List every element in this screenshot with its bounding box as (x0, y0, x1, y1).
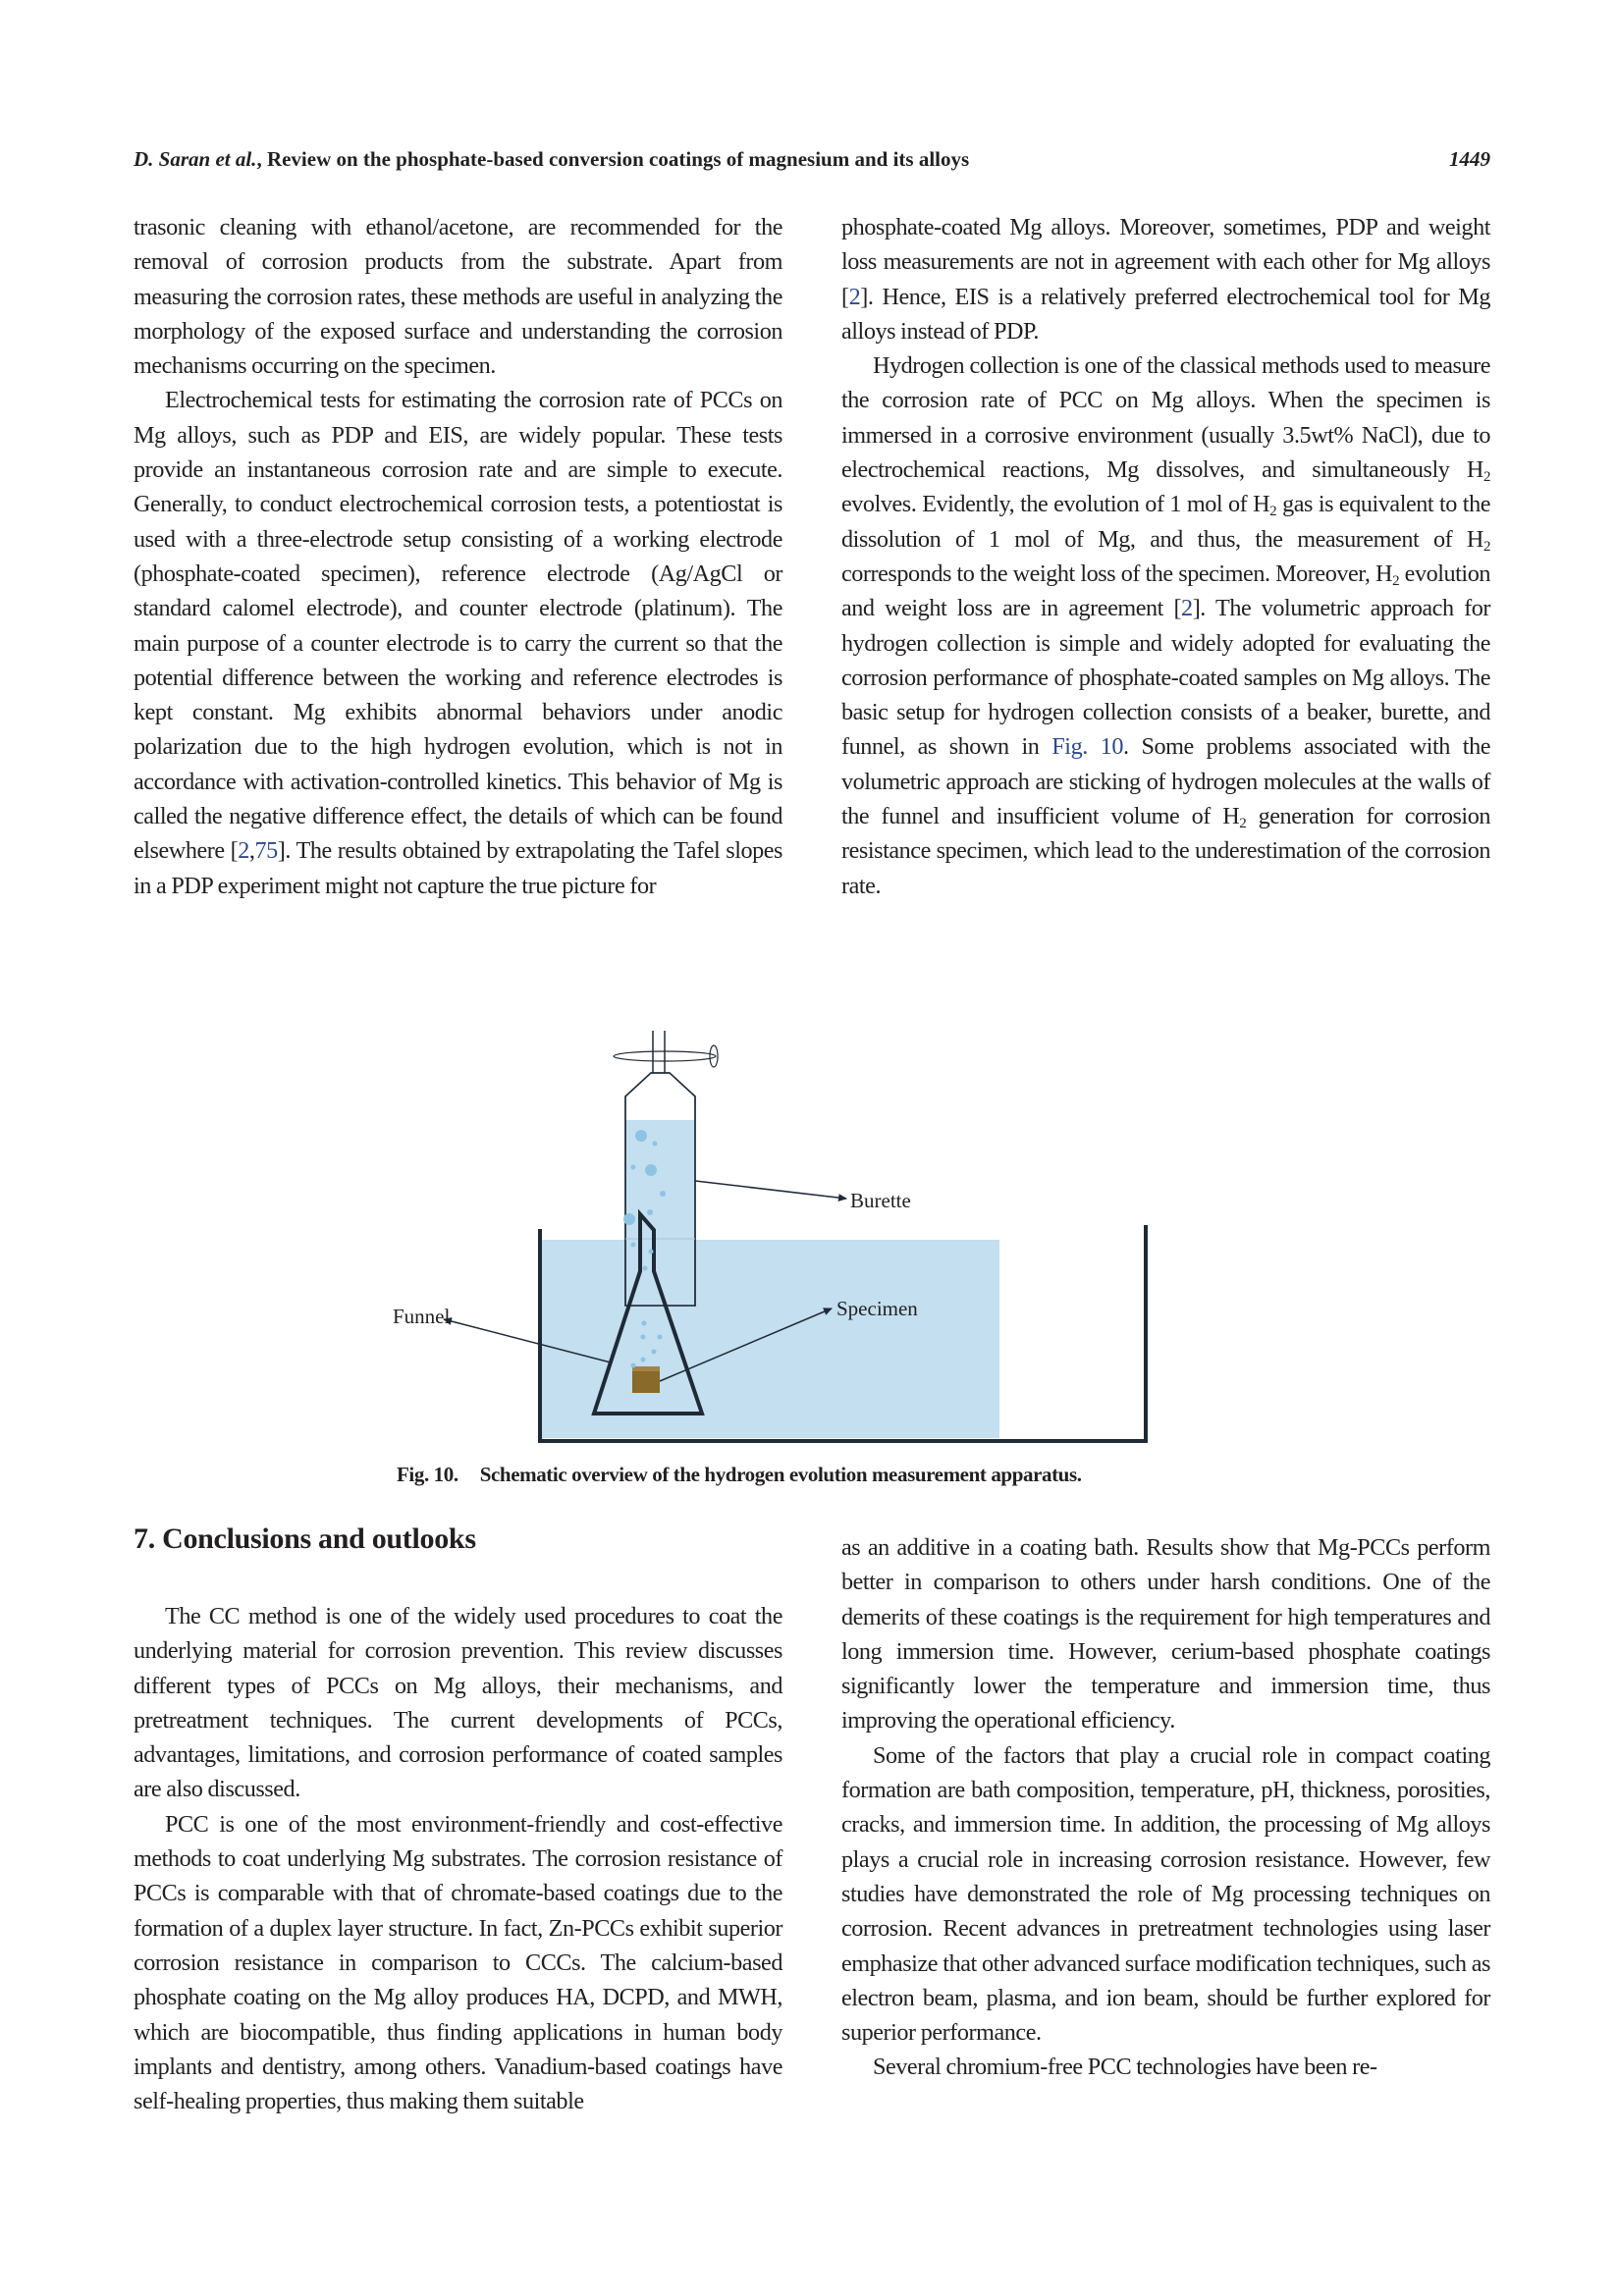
paragraph-text: gas is equivalent to the dissolution of 1 mol of Mg, and thus, the measurement of H (841, 491, 1491, 553)
paragraph-text: Hydrogen collection is one of the classical methods used to measure the corrosion rate of PCC on Mg alloys. When the specimen is immersed in a corrosive environment (usually 3.5wt% NaCl), due to electrochemical reactions, Mg dissolves, and simultaneously H (841, 352, 1490, 484)
specimen-top (632, 1366, 660, 1371)
figure-number: Fig. 10. (397, 1463, 458, 1486)
bubble (631, 1165, 636, 1170)
subscript: 2 (1482, 469, 1490, 486)
figure-link[interactable]: Fig. 10 (1051, 733, 1123, 761)
paragraph-text: ]. Hence, EIS is a relatively preferred electrochemical tool for Mg alloys instead of PDP. (841, 283, 1490, 345)
paragraph-text: Electrochemical tests for estimating the corrosion rate of PCCs on Mg alloys, such as PDP and EIS, are widely popular. These tests provide an instantaneous corrosion rate and are simple to execute. Generally, to conduct electrochemical corrosion tests, a potentiostat is used with a three-electrode setup consisting of a working electrode (phosphate-coated specimen), reference electrode (Ag/AgCl or standard calomel electrode), and counter electrode (platinum). The main purpose of a counter electrode is to carry the current so that the potential difference between the working and reference electrodes is kept constant. Mg exhibits abnormal behaviors under anodic polarization due to the high hydrogen evolution, which is not in accordance with activation-controlled kinetics. This behavior of Mg is called the negative difference effect, the details of which can be found elsewhere [ (134, 387, 782, 865)
paragraph: as an additive in a coating bath. Results show that Mg-PCCs perform better in comparison to others under harsh conditions. One of the demerits of these coatings is the requirement for high temperatures and long immersion time. However, cerium-based phosphate coatings significantly lower the temperature and immersion time, thus improving the operational efficiency. (841, 1534, 1490, 1735)
stopcock-handle (710, 1045, 718, 1067)
bubble (641, 1335, 646, 1340)
paragraph-text: evolves. Evidently, the evolution of 1 mol of H (841, 491, 1270, 518)
label-specimen: Specimen (836, 1297, 918, 1320)
subscript: 2 (1239, 816, 1247, 832)
running-header (134, 147, 1490, 181)
paragraph-text: evolution and weight loss are in agreement [ (841, 560, 1490, 622)
bubble (649, 1250, 654, 1255)
bubble (652, 1350, 657, 1355)
bubble (645, 1164, 657, 1176)
paragraph (134, 383, 782, 902)
bubble (647, 1209, 653, 1215)
citation-link[interactable]: 75 (254, 837, 278, 865)
bubble (643, 1266, 648, 1271)
header-authors: D. Saran et al. (134, 147, 257, 171)
subscript: 2 (1269, 504, 1277, 520)
apparatus-diagram (393, 1021, 1237, 1453)
citation-link[interactable]: 2 (848, 283, 861, 310)
bubble (623, 1213, 635, 1225)
figure-caption (397, 1463, 1082, 1487)
column-right-top (841, 210, 1490, 903)
bubble (653, 1142, 658, 1147)
bubble (641, 1358, 646, 1362)
paragraph: trasonic cleaning with ethanol/acetone, are recommended for the removal of corrosion products from the substrate. Apart from measuring the corrosion rates, these methods are useful in analyzing the morphology of the exposed surface and understanding the corrosion mechanisms occurring on the specimen. (134, 214, 782, 380)
bubble (631, 1243, 636, 1248)
paragraph (841, 210, 1490, 348)
column-left-top (134, 210, 782, 903)
bubble (631, 1363, 636, 1368)
column-right-bottom (841, 1530, 1490, 2085)
paragraph: Several chromium-free PCC technologies have been re- (873, 2054, 1377, 2081)
bubble (635, 1130, 647, 1142)
column-left-bottom (134, 1599, 782, 2118)
beaker-water (754, 1240, 999, 1438)
page-number: 1449 (1449, 147, 1490, 171)
citation-link[interactable]: 2 (1181, 595, 1193, 622)
figure-hydrogen-apparatus (393, 1021, 1237, 1453)
paragraph-text: corresponds to the weight loss of the specimen. Moreover, H (841, 560, 1393, 587)
paragraph-text: generation for corrosion resistance specimen, which lead to the underestimation of the corrosion rate. (841, 803, 1490, 899)
header-title: , Review on the phosphate-based conversion coatings of magnesium and its alloys (256, 147, 970, 171)
citation-link[interactable]: 2 (238, 837, 249, 865)
paragraph: The CC method is one of the widely used procedures to coat the underlying material for corrosion prevention. This review discusses different types of PCCs on Mg alloys, their mechanisms, and pretreatment techniques. The current developments of PCCs, advantages, limitations, and corrosion performance of coated samples are also discussed. (134, 1603, 782, 1803)
paragraph: Some of the factors that play a crucial role in compact coating formation are bath composition, temperature, pH, thickness, porosities, cracks, and immersion time. In addition, the processing of Mg alloys plays a crucial role in increasing corrosion resistance. However, few studies have demonstrated the role of Mg processing techniques on corrosion. Recent advances in pretreatment technologies using laser emphasize that other advanced surface modification techniques, such as electron beam, plasma, and ion beam, should be further explored for superior performance. (841, 1741, 1490, 2047)
paragraph (841, 348, 1490, 903)
paragraph-text: phosphate-coated Mg alloys. Moreover, sometimes, PDP and weight loss measurements are not in agreement with each other for Mg alloys [ (841, 214, 1490, 310)
burette-pointer-arrow (695, 1181, 846, 1199)
paragraph-text: . Some problems associated with the volumetric approach are sticking of hydrogen molecules at the walls of the funnel and insufficient volume of H (841, 733, 1490, 830)
paragraph-text: ]. The volumetric approach for hydrogen collection is simple and widely adopted for evaluating the corrosion performance of phosphate-coated samples on Mg alloys. The basic setup for hydrogen collection consists of a beaker, burette, and funnel, as shown in (841, 595, 1490, 761)
specimen-icon (632, 1369, 660, 1393)
subscript: 2 (1392, 572, 1400, 589)
label-burette: Burette (850, 1189, 911, 1212)
figure-caption-text: Schematic overview of the hydrogen evolution measurement apparatus. (479, 1463, 1082, 1486)
bubble (642, 1321, 647, 1326)
section-heading: 7. Conclusions and outlooks (134, 1522, 476, 1555)
bubble (658, 1335, 663, 1340)
paragraph-text: ]. The results obtained by extrapolating the Tafel slopes in a PDP experiment might not capture the true picture for (134, 837, 783, 899)
subscript: 2 (1482, 538, 1490, 555)
label-funnel: Funnel (393, 1305, 451, 1328)
bubble (660, 1191, 666, 1197)
paragraph: PCC is one of the most environment-friendly and cost-effective methods to coat underlying Mg substrates. The corrosion resistance of PCCs is comparable with that of chromate-based coatings due to the formation of a duplex layer structure. In fact, Zn-PCCs exhibit superior corrosion resistance in comparison to CCCs. The calcium-based phosphate coating on the Mg alloy produces HA, DCPD, and MWH, which are biocompatible, thus finding applications in human body implants and dentistry, among others. Vanadium-based coatings have self-healing properties, thus making them suitable (134, 1810, 782, 2115)
paragraph-text: , (248, 837, 255, 865)
